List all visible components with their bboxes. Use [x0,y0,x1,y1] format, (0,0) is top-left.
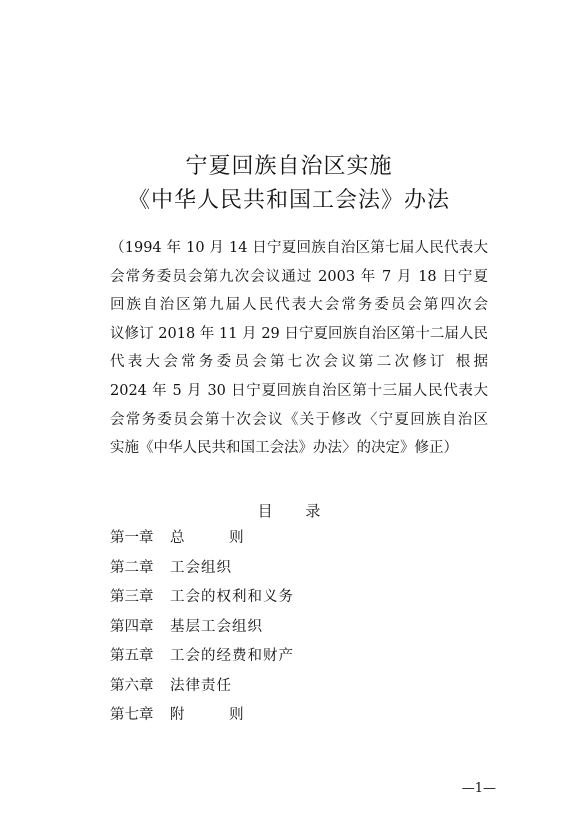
toc-chapter-number: 第四章 [110,618,154,635]
toc-chapter-name: 法律责任 [170,677,232,694]
toc-item [110,616,470,638]
toc-item [110,527,470,549]
toc-heading [0,500,578,522]
revision-note-line: 回族自治区第九届人民代表大会常务委员会第四次会 [110,297,488,314]
toc-chapter-name: 附 则 [170,707,264,723]
revision-note-line: 议修订 2018 年 11 月 29 日宁夏回族自治区第十二届人民 [110,325,488,342]
toc-heading-char: 录 [305,502,321,520]
revision-note-line: 2024 年 5 月 30 日宁夏回族自治区第十三届人民代表大 [110,383,488,399]
toc-chapter-number: 第七章 [110,707,154,723]
toc-item [110,704,470,726]
document-title-line-2: 《中华人民共和国工会法》办法 [127,188,450,213]
document-title-line-1: 宁夏回族自治区实施 [185,154,393,179]
toc-chapter-number: 第一章 [110,530,154,546]
toc-chapter-name: 工会组织 [170,559,232,576]
toc-chapter-name: 基层工会组织 [170,618,263,635]
revision-note-line: 会常务委员会第九次会议通过 2003 年 7 月 18 日宁夏 [110,268,488,285]
revision-note-line: 实施《中华人民共和国工会法》办法〉的决定》修正） [110,440,458,457]
toc-chapter-number: 第五章 [110,648,154,664]
toc-item [110,645,470,667]
toc-item [110,557,470,579]
toc-item [110,586,470,608]
toc-item [110,675,470,697]
revision-note-line: 会常务委员会第十次会议《关于修改〈宁夏回族自治区 [110,411,488,428]
toc-chapter-number: 第六章 [110,677,154,694]
toc-chapter-name: 总 则 [170,530,264,546]
page-number: —1— [461,781,496,796]
toc-heading-char: 目 [257,502,273,520]
toc-chapter-name: 工会的权利和义务 [170,589,294,605]
revision-note-line: （1994 年 10 月 14 日宁夏回族自治区第七届人民代表大 [110,240,488,256]
toc-chapter-name: 工会的经费和财产 [170,648,294,664]
toc-chapter-number: 第三章 [110,589,154,605]
revision-note-line: 代表大会常务委员会第七次会议第二次修订 根据 [110,354,488,371]
toc-chapter-number: 第二章 [110,559,154,576]
